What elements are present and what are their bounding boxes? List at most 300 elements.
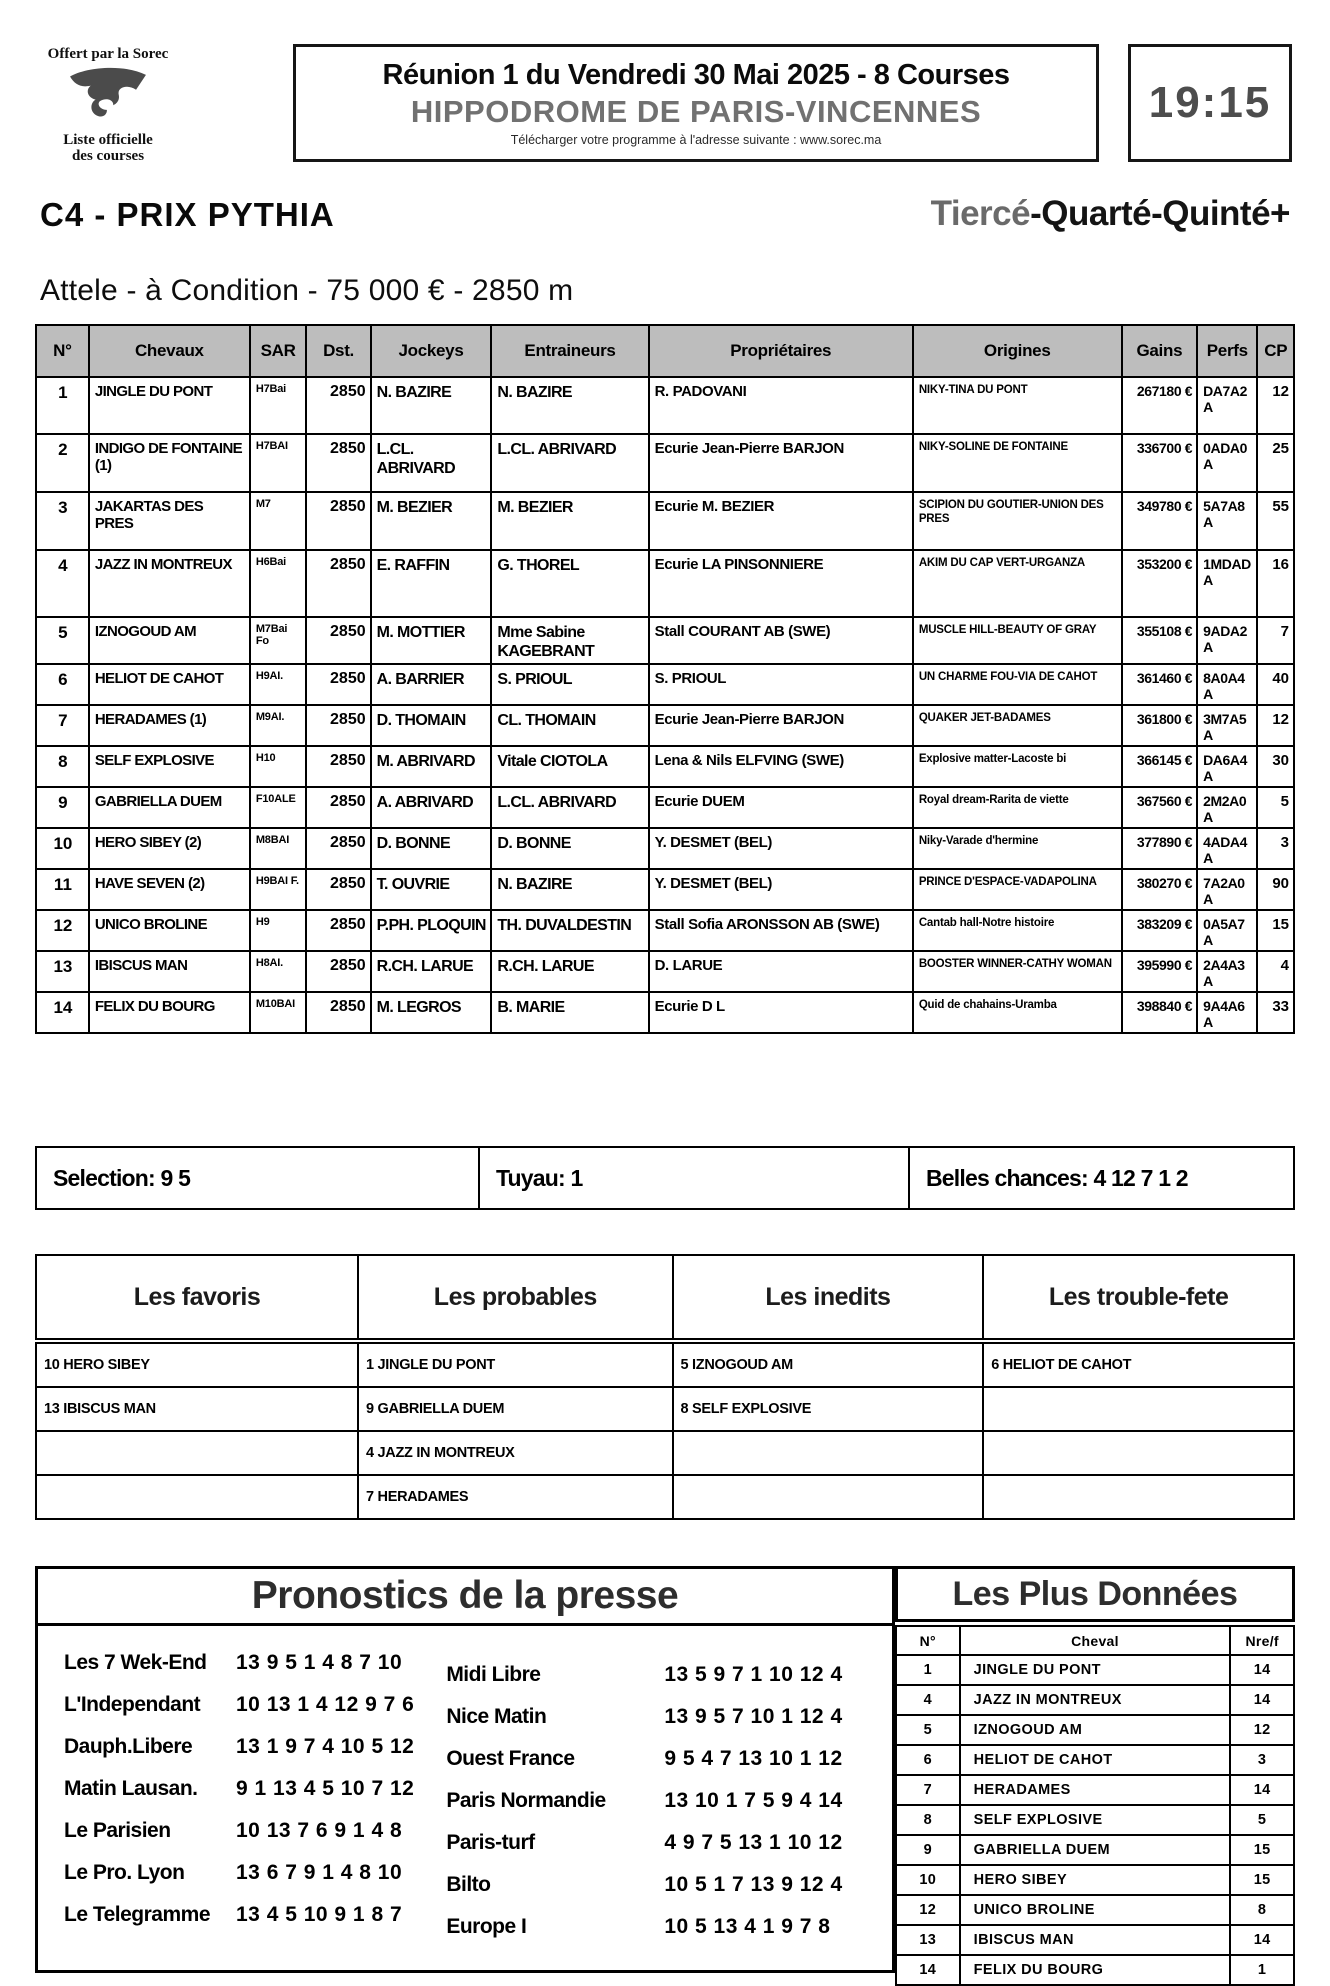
runner-cp: 3 — [1257, 828, 1294, 869]
most-given-title: Les Plus Données — [895, 1566, 1295, 1622]
most-given-row — [896, 1715, 1294, 1745]
race-time-box — [1128, 44, 1292, 162]
most-given-row — [896, 1925, 1294, 1955]
press-outlet-name: Les 7 Wek-End — [64, 1651, 207, 1674]
bet-tierce: Tiercé — [930, 194, 1031, 233]
runner-earnings: 380270 € — [1122, 869, 1197, 910]
press-outlet-picks: 13 6 7 9 1 4 8 10 — [236, 1861, 403, 1884]
runner-number: 9 — [36, 787, 89, 828]
press-outlet-name: Paris-turf — [446, 1831, 535, 1854]
runner-trainer: S. PRIOUL — [491, 664, 648, 705]
runner-distance: 2850 — [306, 664, 370, 705]
hippodrome-name: HIPPODROME DE PARIS-VINCENNES — [410, 94, 982, 129]
runner-sar: H7BAI — [250, 434, 307, 492]
runner-row — [36, 377, 1294, 434]
most-given-num: 8 — [896, 1805, 960, 1835]
runner-trainer: L.CL. ABRIVARD — [491, 787, 648, 828]
most-given-horse: HERO SIBEY — [960, 1865, 1231, 1895]
runner-distance: 2850 — [306, 992, 370, 1033]
runner-jockey: E. RAFFIN — [371, 550, 492, 617]
belles-chances-cell: Belles chances: 4 12 7 1 2 — [926, 1164, 1188, 1191]
runner-perfs: 4ADA4A — [1197, 828, 1257, 869]
runner-trainer: N. BAZIRE — [491, 377, 648, 434]
runner-origins: UN CHARME FOU-VIA DE CAHOT — [913, 664, 1122, 705]
press-item — [446, 1864, 842, 1906]
press-outlet-picks: 13 5 9 7 1 10 12 4 — [664, 1663, 843, 1686]
picks-favoris-cell — [36, 1475, 358, 1519]
col-header-cp: CP — [1257, 325, 1294, 377]
runner-number: 2 — [36, 434, 89, 492]
runner-earnings: 349780 € — [1122, 492, 1197, 550]
press-item — [64, 1684, 414, 1726]
runner-owner: Y. DESMET (BEL) — [649, 869, 913, 910]
runner-horse-name: IBISCUS MAN — [89, 951, 250, 992]
most-given-count: 14 — [1230, 1925, 1294, 1955]
runner-cp: 7 — [1257, 617, 1294, 664]
runner-owner: Ecurie Jean-Pierre BARJON — [649, 434, 913, 492]
runner-row — [36, 992, 1294, 1033]
runner-row — [36, 746, 1294, 787]
most-given-num: 7 — [896, 1775, 960, 1805]
col-header-num: N° — [36, 325, 89, 377]
runner-cp: 33 — [1257, 992, 1294, 1033]
runner-trainer: G. THOREL — [491, 550, 648, 617]
runner-earnings: 367560 € — [1122, 787, 1197, 828]
runner-origins: PRINCE D'ESPACE-VADAPOLINA — [913, 869, 1122, 910]
runner-origins: MUSCLE HILL-BEAUTY OF GRAY — [913, 617, 1122, 664]
most-given-horse: SELF EXPLOSIVE — [960, 1805, 1231, 1835]
sorec-logo-block — [42, 46, 174, 164]
runner-trainer: Vitale CIOTOLA — [491, 746, 648, 787]
most-given-num: 13 — [896, 1925, 960, 1955]
runner-earnings: 377890 € — [1122, 828, 1197, 869]
runner-number: 7 — [36, 705, 89, 746]
most-given-table — [895, 1625, 1295, 1986]
press-forecasts-box — [35, 1566, 895, 1973]
col-header-chevaux: Chevaux — [89, 325, 250, 377]
runner-row — [36, 617, 1294, 664]
runner-perfs: DA6A4A — [1197, 746, 1257, 787]
press-outlet-name: Ouest France — [446, 1747, 575, 1770]
runner-origins: Quid de chahains-Uramba — [913, 992, 1122, 1033]
runner-trainer: TH. DUVALDESTIN — [491, 910, 648, 951]
runner-number: 4 — [36, 550, 89, 617]
press-item — [446, 1654, 842, 1696]
race-conditions: Attele - à Condition - 75 000 € - 2850 m — [40, 274, 574, 307]
runner-row — [36, 492, 1294, 550]
most-given-count: 5 — [1230, 1805, 1294, 1835]
bet-quarte-quinte: -Quarté-Quinté+ — [1030, 194, 1290, 233]
runner-owner: Ecurie LA PINSONNIERE — [649, 550, 913, 617]
most-given-row — [896, 1685, 1294, 1715]
runner-sar: H10 — [250, 746, 307, 787]
runner-sar: H6Bai — [250, 550, 307, 617]
runner-jockey: M. LEGROS — [371, 992, 492, 1033]
runner-jockey: A. ABRIVARD — [371, 787, 492, 828]
press-outlet-name: Nice Matin — [446, 1705, 547, 1728]
runner-trainer: D. BONNE — [491, 828, 648, 869]
page-header — [0, 0, 1330, 172]
runner-horse-name: SELF EXPLOSIVE — [89, 746, 250, 787]
most-given-horse: HERADAMES — [960, 1775, 1231, 1805]
runner-perfs: 0A5A7A — [1197, 910, 1257, 951]
runner-horse-name: HERO SIBEY (2) — [89, 828, 250, 869]
runner-cp: 40 — [1257, 664, 1294, 705]
most-given-count: 8 — [1230, 1895, 1294, 1925]
runner-origins: SCIPION DU GOUTIER-UNION DES PRES — [913, 492, 1122, 550]
runner-cp: 15 — [1257, 910, 1294, 951]
runner-sar: H9 — [250, 910, 307, 951]
col-header-dst: Dst. — [306, 325, 370, 377]
most-given-row — [896, 1775, 1294, 1805]
reunion-title: Réunion 1 du Vendredi 30 Mai 2025 - 8 Courses — [382, 59, 1010, 91]
press-forecasts-body — [38, 1626, 892, 1970]
runner-perfs: 5A7A8A — [1197, 492, 1257, 550]
runner-earnings: 398840 € — [1122, 992, 1197, 1033]
runner-number: 12 — [36, 910, 89, 951]
picks-trouble-fete-cell — [983, 1475, 1294, 1519]
runner-earnings: 353200 € — [1122, 550, 1197, 617]
col-header-perfs: Perfs — [1197, 325, 1257, 377]
most-given-num: 1 — [896, 1655, 960, 1685]
press-outlet-name: Matin Lausan. — [64, 1777, 198, 1800]
most-given-count: 14 — [1230, 1655, 1294, 1685]
runner-row — [36, 910, 1294, 951]
picks-header-trouble-fete: Les trouble-fete — [983, 1255, 1294, 1341]
runner-row — [36, 550, 1294, 617]
picks-header-probables: Les probables — [358, 1255, 673, 1341]
runner-cp: 12 — [1257, 377, 1294, 434]
runner-distance: 2850 — [306, 617, 370, 664]
runner-number: 13 — [36, 951, 89, 992]
runner-jockey: M. MOTTIER — [371, 617, 492, 664]
press-outlet-name: Le Pro. Lyon — [64, 1861, 185, 1884]
runner-trainer: N. BAZIRE — [491, 869, 648, 910]
race-title: C4 - PRIX PYTHIA — [40, 196, 335, 233]
most-given-row — [896, 1655, 1294, 1685]
runner-distance: 2850 — [306, 828, 370, 869]
runners-table — [35, 324, 1295, 1034]
runner-owner: D. LARUE — [649, 951, 913, 992]
selection-bar — [35, 1146, 1295, 1210]
runner-perfs: 8A0A4A — [1197, 664, 1257, 705]
runner-number: 10 — [36, 828, 89, 869]
runner-jockey: M. ABRIVARD — [371, 746, 492, 787]
most-given-horse: IBISCUS MAN — [960, 1925, 1231, 1955]
picks-row — [36, 1475, 1294, 1519]
picks-inedits-cell: 8 SELF EXPLOSIVE — [673, 1387, 984, 1431]
most-given-header-nreff: Nre/f — [1230, 1626, 1294, 1655]
press-outlet-picks: 9 5 4 7 13 10 1 12 — [664, 1747, 843, 1770]
runner-owner: S. PRIOUL — [649, 664, 913, 705]
most-given-header-cheval: Cheval — [960, 1626, 1231, 1655]
most-given-num: 10 — [896, 1865, 960, 1895]
runner-sar: M8BAI — [250, 828, 307, 869]
most-given-row — [896, 1955, 1294, 1985]
press-outlet-picks: 13 9 5 7 10 1 12 4 — [664, 1705, 843, 1728]
picks-probables-cell: 7 HERADAMES — [358, 1475, 673, 1519]
most-given-count: 14 — [1230, 1775, 1294, 1805]
press-outlet-picks: 13 4 5 10 9 1 8 7 — [236, 1903, 403, 1926]
runner-horse-name: JAKARTAS DES PRES — [89, 492, 250, 550]
runner-earnings: 383209 € — [1122, 910, 1197, 951]
press-outlet-name: Le Parisien — [64, 1819, 171, 1842]
selection-cell: Selection: 9 5 — [37, 1148, 480, 1208]
runner-earnings: 267180 € — [1122, 377, 1197, 434]
runner-cp: 90 — [1257, 869, 1294, 910]
most-given-num: 6 — [896, 1745, 960, 1775]
press-outlet-picks: 10 5 13 4 1 9 7 8 — [664, 1915, 831, 1938]
press-outlet-picks: 13 10 1 7 5 9 4 14 — [664, 1789, 843, 1812]
race-time: 19:15 — [1148, 78, 1272, 127]
picks-favoris-cell: 13 IBISCUS MAN — [36, 1387, 358, 1431]
runner-distance: 2850 — [306, 787, 370, 828]
most-given-horse: GABRIELLA DUEM — [960, 1835, 1231, 1865]
runner-owner: Ecurie M. BEZIER — [649, 492, 913, 550]
runner-jockey: T. OUVRIE — [371, 869, 492, 910]
picks-trouble-fete-cell: 6 HELIOT DE CAHOT — [983, 1341, 1294, 1387]
runner-jockey: D. BONNE — [371, 828, 492, 869]
runner-horse-name: HERADAMES (1) — [89, 705, 250, 746]
runner-perfs: 9ADA2A — [1197, 617, 1257, 664]
runner-horse-name: INDIGO DE FONTAINE (1) — [89, 434, 250, 492]
runner-trainer: Mme Sabine KAGEBRANT — [491, 617, 648, 664]
picks-trouble-fete-cell — [983, 1431, 1294, 1475]
runner-cp: 4 — [1257, 951, 1294, 992]
sorec-horse-icon — [42, 65, 174, 131]
press-outlet-picks: 9 1 13 4 5 10 7 12 — [236, 1777, 415, 1800]
runner-sar: M7Bai Fo — [250, 617, 307, 664]
runner-horse-name: UNICO BROLINE — [89, 910, 250, 951]
press-column-right — [446, 1654, 842, 1948]
most-given-horse: JINGLE DU PONT — [960, 1655, 1231, 1685]
runner-row — [36, 951, 1294, 992]
picks-favoris-cell — [36, 1431, 358, 1475]
runner-earnings: 395990 € — [1122, 951, 1197, 992]
most-given-header-num: N° — [896, 1626, 960, 1655]
runner-jockey: P.PH. PLOQUIN — [371, 910, 492, 951]
press-item — [446, 1906, 842, 1948]
runner-origins: Royal dream-Rarita de viette — [913, 787, 1122, 828]
runner-earnings: 361460 € — [1122, 664, 1197, 705]
most-given-num: 5 — [896, 1715, 960, 1745]
runner-row — [36, 705, 1294, 746]
picks-probables-cell: 4 JAZZ IN MONTREUX — [358, 1431, 673, 1475]
runner-distance: 2850 — [306, 550, 370, 617]
runner-sar: H7Bai — [250, 377, 307, 434]
runner-number: 11 — [36, 869, 89, 910]
runner-owner: Ecurie D L — [649, 992, 913, 1033]
runner-perfs: 2A4A3A — [1197, 951, 1257, 992]
runner-trainer: CL. THOMAIN — [491, 705, 648, 746]
runner-owner: Y. DESMET (BEL) — [649, 828, 913, 869]
runner-cp: 16 — [1257, 550, 1294, 617]
runner-sar: M7 — [250, 492, 307, 550]
runner-number: 1 — [36, 377, 89, 434]
press-outlet-name: L'Independant — [64, 1693, 201, 1716]
col-header-entraineurs: Entraineurs — [491, 325, 648, 377]
runner-perfs: DA7A2A — [1197, 377, 1257, 434]
press-item — [64, 1726, 414, 1768]
runner-origins: AKIM DU CAP VERT-URGANZA — [913, 550, 1122, 617]
runner-jockey: L.CL. ABRIVARD — [371, 434, 492, 492]
picks-inedits-cell — [673, 1475, 984, 1519]
most-given-row — [896, 1745, 1294, 1775]
picks-probables-cell: 1 JINGLE DU PONT — [358, 1341, 673, 1387]
runner-cp: 30 — [1257, 746, 1294, 787]
runner-horse-name: JINGLE DU PONT — [89, 377, 250, 434]
runner-origins: Cantab hall-Notre histoire — [913, 910, 1122, 951]
runner-owner: R. PADOVANI — [649, 377, 913, 434]
runner-horse-name: HELIOT DE CAHOT — [89, 664, 250, 705]
press-item — [64, 1768, 414, 1810]
runner-distance: 2850 — [306, 492, 370, 550]
runner-row — [36, 434, 1294, 492]
tuyau-cell: Tuyau: 1 — [480, 1148, 910, 1208]
press-outlet-name: Europe I — [446, 1915, 527, 1938]
runner-distance: 2850 — [306, 746, 370, 787]
press-outlet-picks: 10 13 7 6 9 1 4 8 — [236, 1819, 403, 1842]
press-item — [64, 1894, 414, 1936]
press-outlet-picks: 13 1 9 7 4 10 5 12 — [236, 1735, 415, 1758]
runner-origins: QUAKER JET-BADAMES — [913, 705, 1122, 746]
runner-owner: Lena & Nils ELFVING (SWE) — [649, 746, 913, 787]
most-given-horse: IZNOGOUD AM — [960, 1715, 1231, 1745]
press-outlet-name: Le Telegramme — [64, 1903, 211, 1926]
most-given-count: 3 — [1230, 1745, 1294, 1775]
most-given-horse: FELIX DU BOURG — [960, 1955, 1231, 1985]
press-item — [64, 1852, 414, 1894]
runner-distance: 2850 — [306, 951, 370, 992]
runner-cp: 12 — [1257, 705, 1294, 746]
press-outlet-name: Dauph.Libere — [64, 1735, 193, 1758]
col-header-sar: SAR — [250, 325, 307, 377]
picks-row — [36, 1387, 1294, 1431]
press-outlet-picks: 10 13 1 4 12 9 7 6 — [236, 1693, 415, 1716]
press-item — [446, 1738, 842, 1780]
runner-horse-name: FELIX DU BOURG — [89, 992, 250, 1033]
most-given-num: 4 — [896, 1685, 960, 1715]
picks-inedits-cell: 5 IZNOGOUD AM — [673, 1341, 984, 1387]
runner-perfs: 0ADA0A — [1197, 434, 1257, 492]
runner-number: 8 — [36, 746, 89, 787]
runner-row — [36, 869, 1294, 910]
runner-row — [36, 828, 1294, 869]
runner-horse-name: GABRIELLA DUEM — [89, 787, 250, 828]
most-given-row — [896, 1895, 1294, 1925]
most-given-count: 12 — [1230, 1715, 1294, 1745]
col-header-jockeys: Jockeys — [371, 325, 492, 377]
runner-sar: M9AI. — [250, 705, 307, 746]
press-forecasts-title: Pronostics de la presse — [38, 1569, 892, 1626]
runner-trainer: L.CL. ABRIVARD — [491, 434, 648, 492]
press-outlet-name: Midi Libre — [446, 1663, 541, 1686]
runner-horse-name: IZNOGOUD AM — [89, 617, 250, 664]
most-given-count: 15 — [1230, 1835, 1294, 1865]
most-given-box — [895, 1566, 1295, 1986]
most-given-row — [896, 1835, 1294, 1865]
runner-distance: 2850 — [306, 910, 370, 951]
bottom-section — [35, 1566, 1295, 1986]
picks-header-row — [36, 1255, 1294, 1341]
press-outlet-picks: 4 9 7 5 13 1 10 12 — [664, 1831, 843, 1854]
most-given-count: 15 — [1230, 1865, 1294, 1895]
runner-owner: Stall COURANT AB (SWE) — [649, 617, 913, 664]
runner-earnings: 355108 € — [1122, 617, 1197, 664]
runner-distance: 2850 — [306, 705, 370, 746]
runner-origins: NIKY-SOLINE DE FONTAINE — [913, 434, 1122, 492]
runner-distance: 2850 — [306, 377, 370, 434]
bet-types — [931, 194, 1290, 234]
press-item — [64, 1642, 414, 1684]
runner-jockey: D. THOMAIN — [371, 705, 492, 746]
runner-owner: Stall Sofia ARONSSON AB (SWE) — [649, 910, 913, 951]
runner-perfs: 3M7A5A — [1197, 705, 1257, 746]
most-given-row — [896, 1805, 1294, 1835]
picks-probables-cell: 9 GABRIELLA DUEM — [358, 1387, 673, 1431]
runner-row — [36, 664, 1294, 705]
runner-perfs: 2M2A0A — [1197, 787, 1257, 828]
picks-header-inedits: Les inedits — [673, 1255, 984, 1341]
press-column-left — [64, 1642, 414, 1948]
press-item — [446, 1822, 842, 1864]
press-outlet-picks: 10 5 1 7 13 9 12 4 — [664, 1873, 843, 1896]
most-given-horse: UNICO BROLINE — [960, 1895, 1231, 1925]
press-outlet-picks: 13 9 5 1 4 8 7 10 — [236, 1651, 403, 1674]
runner-earnings: 336700 € — [1122, 434, 1197, 492]
runner-cp: 5 — [1257, 787, 1294, 828]
race-title-row — [40, 194, 1290, 234]
runner-jockey: M. BEZIER — [371, 492, 492, 550]
picks-header-favoris: Les favoris — [36, 1255, 358, 1341]
runner-owner: Ecurie Jean-Pierre BARJON — [649, 705, 913, 746]
runner-perfs: 7A2A0A — [1197, 869, 1257, 910]
runner-origins: NIKY-TINA DU PONT — [913, 377, 1122, 434]
picks-row — [36, 1341, 1294, 1387]
picks-favoris-cell: 10 HERO SIBEY — [36, 1341, 358, 1387]
runner-cp: 55 — [1257, 492, 1294, 550]
press-item — [64, 1810, 414, 1852]
picks-inedits-cell — [673, 1431, 984, 1475]
most-given-num: 14 — [896, 1955, 960, 1985]
runners-header-row — [36, 325, 1294, 377]
official-list-line2: des courses — [71, 148, 145, 164]
press-item — [446, 1780, 842, 1822]
picks-trouble-fete-cell — [983, 1387, 1294, 1431]
most-given-count: 14 — [1230, 1685, 1294, 1715]
runner-earnings: 366145 € — [1122, 746, 1197, 787]
runner-distance: 2850 — [306, 869, 370, 910]
press-outlet-name: Paris Normandie — [446, 1789, 606, 1812]
runner-cp: 25 — [1257, 434, 1294, 492]
most-given-row — [896, 1865, 1294, 1895]
runner-trainer: R.CH. LARUE — [491, 951, 648, 992]
runner-number: 6 — [36, 664, 89, 705]
most-given-num: 9 — [896, 1835, 960, 1865]
official-list-line1: Liste officielle — [63, 132, 153, 148]
most-given-header-row — [896, 1626, 1294, 1655]
most-given-horse: HELIOT DE CAHOT — [960, 1745, 1231, 1775]
press-item — [446, 1696, 842, 1738]
runner-number: 14 — [36, 992, 89, 1033]
most-given-horse: JAZZ IN MONTREUX — [960, 1685, 1231, 1715]
download-line: Télécharger votre programme à l'adresse suivante : www.sorec.ma — [510, 133, 882, 147]
runner-jockey: N. BAZIRE — [371, 377, 492, 434]
runner-sar: H9AI. — [250, 664, 307, 705]
press-outlet-name: Bilto — [446, 1873, 491, 1896]
runner-horse-name: JAZZ IN MONTREUX — [89, 550, 250, 617]
runner-sar: M10BAI — [250, 992, 307, 1033]
